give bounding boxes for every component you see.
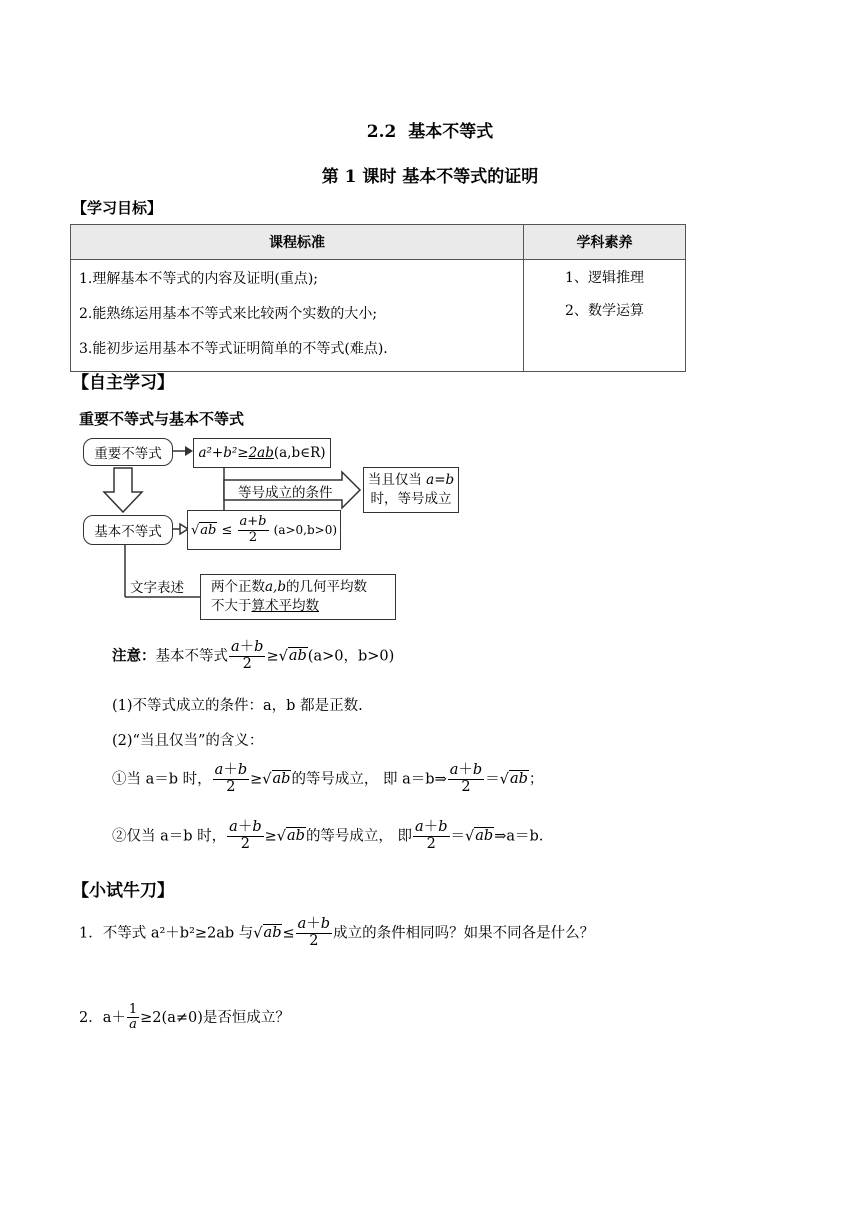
real-condition: (a,b∈R)	[273, 445, 326, 461]
col-header-literacy: 学科素养	[524, 225, 686, 260]
statement-box: 两个正数a,b的几何平均数 不大于算术平均数	[200, 574, 396, 620]
circle1-text: ①当 a＝b 时，	[112, 771, 212, 788]
text-expression-label: 文字表述	[130, 580, 184, 596]
section-title	[0, 117, 860, 142]
circle1-text-2: 的等号成立， 即 a＝b⇒	[291, 771, 447, 788]
equality-condition-label: 等号成立的条件	[238, 485, 333, 501]
quiz-question-1: 1．不等式 a²＋b²≥2ab 与√ab≤ $\frac{a+b}{2}$ 成立的条件相同吗？如果不同各是什么？	[79, 916, 595, 949]
circle-point-1: ①当 a＝b 时， $\frac{a+b}{2}$ ≥√ab的等号成立， 即 a＝b⇒ $\frac{a+b}{2}$ ＝√ab；	[112, 762, 544, 795]
iff-box: 当且仅当 a=b 时，等号成立	[363, 467, 459, 513]
q1-text-2: 成立的条件相同吗？如果不同各是什么？	[333, 925, 595, 942]
note-text: 基本不等式	[155, 648, 228, 665]
quiz-question-2: 2．a＋ $\frac{1}{a}$ ≥2(a≠0)是否恒成立？	[79, 1002, 290, 1033]
circle2-text-2: 的等号成立， 即	[305, 828, 413, 845]
note-label: 注意：	[112, 647, 156, 665]
q2-text-2: ≥2(a≠0)是否恒成立？	[140, 1009, 290, 1026]
literacy-item: 1、逻辑推理	[565, 270, 644, 286]
quiz-label: 【小试牛刀】	[72, 881, 174, 901]
basic-inequality-box: 基本不等式	[83, 515, 173, 545]
statement-part: 算术平均数	[251, 598, 319, 614]
standards-cell	[71, 260, 524, 372]
objectives-table	[70, 224, 686, 372]
basic-inequality-formula: √ab ≤ $\frac{a+b}{2}$ (a>0,b>0)	[187, 510, 341, 550]
literacy-item: 2、数学运算	[565, 303, 644, 319]
statement-part: 不大于	[211, 598, 252, 614]
self-study-label: 【自主学习】	[72, 373, 174, 393]
point-1: (1)不等式成立的条件：a，b 都是正数.	[112, 698, 363, 714]
section-title-text: 基本不等式	[408, 122, 494, 142]
standard-item: 1.理解基本不等式的内容及证明(重点);	[79, 271, 318, 287]
standard-item: 2.能熟练运用基本不等式来比较两个实数的大小;	[79, 306, 378, 322]
literacy-cell	[524, 260, 686, 372]
self-study-subtitle: 重要不等式与基本不等式	[79, 410, 245, 428]
section-number: 2.2	[366, 122, 397, 142]
note-condition: (a>0，b>0)	[307, 648, 395, 665]
circle-point-2: ②仅当 a＝b 时， $\frac{a+b}{2}$ ≥√ab的等号成立， 即 $\frac{a+b}{2}$ ＝√ab⇒a＝b.	[112, 819, 544, 852]
iff-text-2: 时，等号成立	[370, 491, 452, 507]
statement-part: 的几何平均数	[285, 579, 367, 595]
iff-text: 当且仅当	[367, 472, 422, 488]
positive-condition: (a>0,b>0)	[273, 523, 338, 537]
standard-item: 3.能初步运用基本不等式证明简单的不等式(难点).	[79, 341, 388, 357]
q2-text: 2．a＋	[79, 1009, 126, 1026]
point-2: (2)“当且仅当”的含义：	[112, 733, 264, 749]
col-header-standard: 课程标准	[71, 225, 524, 260]
objectives-label: 【学习目标】	[72, 199, 163, 217]
lesson-title: 第 1 课时 基本不等式的证明	[321, 167, 539, 187]
note-line: 注意：基本不等式 $\frac{a+b}{2}$ ≥√ab(a>0，b>0)	[112, 639, 395, 672]
statement-part: 两个正数	[211, 579, 265, 595]
circle2-text-3: ⇒a＝b.	[494, 828, 544, 845]
important-inequality-box: 重要不等式	[83, 438, 173, 466]
important-inequality-formula: a²+b²≥ 2ab (a,b∈R)	[193, 438, 331, 468]
circle2-text: ②仅当 a＝b 时，	[112, 828, 227, 845]
q1-text: 1．不等式 a²＋b²≥2ab 与	[79, 925, 254, 942]
